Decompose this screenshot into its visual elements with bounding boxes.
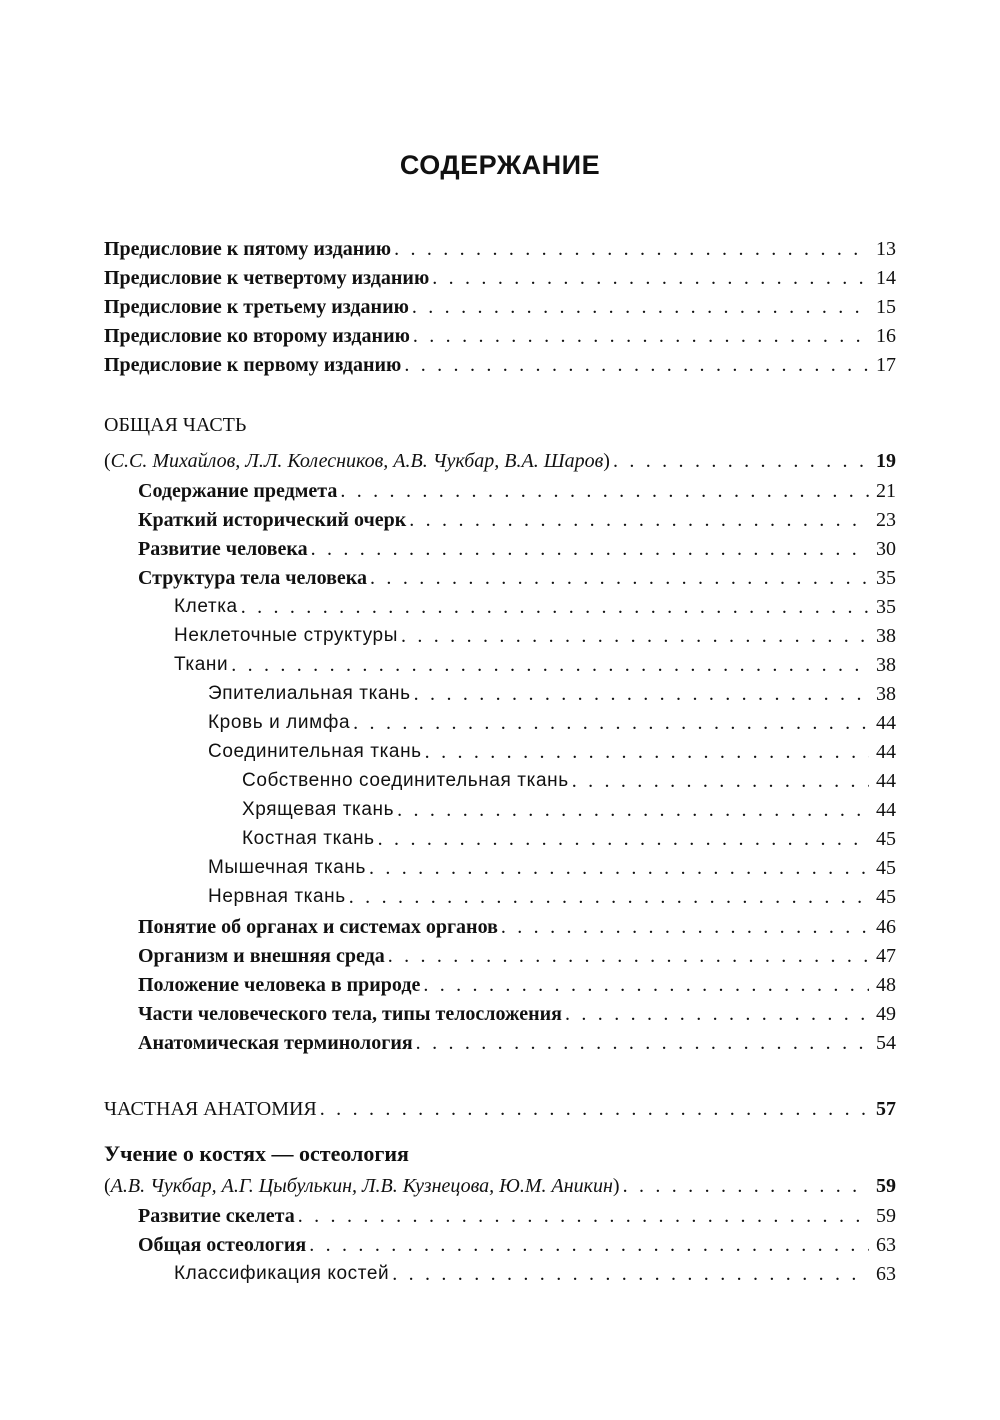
toc-entry-preface-5[interactable] xyxy=(104,233,896,262)
toc-entry-title: Соединительная ткань xyxy=(208,741,422,762)
toc-entry-page: 14 xyxy=(876,267,896,289)
toc-entry-page: 59 xyxy=(876,1175,896,1197)
toc-entry[interactable] xyxy=(138,998,896,1027)
toc-entry-title: Эпителиальная ткань xyxy=(208,683,411,704)
leader-dots xyxy=(378,826,869,852)
toc-entry[interactable] xyxy=(242,794,896,823)
toc-entry-page: 44 xyxy=(876,741,896,763)
toc-entry[interactable] xyxy=(208,678,896,707)
leader-dots xyxy=(404,352,869,378)
toc-entry-page: 49 xyxy=(876,1003,896,1025)
leader-dots xyxy=(412,294,869,320)
toc-entry-title: Мышечная ткань xyxy=(208,857,366,878)
toc-entry-page: 17 xyxy=(876,354,896,376)
section-heading-special: ЧАСТНАЯ АНАТОМИЯ xyxy=(104,1098,317,1120)
toc-entry[interactable] xyxy=(174,620,896,649)
toc-entry-title: Предисловие ко второму изданию xyxy=(104,325,410,347)
toc-entry-title: Клетка xyxy=(174,596,238,617)
toc-entry[interactable] xyxy=(174,1258,896,1287)
toc-entry[interactable] xyxy=(138,475,896,504)
leader-dots xyxy=(298,1203,869,1229)
toc-entry-page: 63 xyxy=(876,1234,896,1256)
toc-entry-title: Развитие человека xyxy=(138,538,308,560)
toc-entry-page: 38 xyxy=(876,625,896,647)
toc-entry-page: 46 xyxy=(876,916,896,938)
toc-entry[interactable] xyxy=(138,1229,896,1258)
toc-entry-page: 35 xyxy=(876,596,896,618)
toc-entry-page: 13 xyxy=(876,238,896,260)
toc-entry-page: 47 xyxy=(876,945,896,967)
toc-entry-title: Предисловие к четвертому изданию xyxy=(104,267,430,289)
leader-dots xyxy=(613,448,869,474)
toc-entry-page: 21 xyxy=(876,480,896,502)
authors-line: (А.В. Чукбар, А.Г. Цыбулькин, Л.В. Кузнецова, Ю.М. Аникин) xyxy=(104,1175,620,1197)
toc-entry-title: Общая остеология xyxy=(138,1234,307,1256)
leader-dots xyxy=(565,1001,869,1027)
toc-entry[interactable] xyxy=(138,504,896,533)
toc-entry-page: 38 xyxy=(876,683,896,705)
toc-entry-page: 23 xyxy=(876,509,896,531)
leader-dots xyxy=(425,739,869,765)
toc-entry-page: 35 xyxy=(876,567,896,589)
leader-dots xyxy=(231,652,869,678)
leader-dots xyxy=(353,710,869,736)
toc-entry-special-anatomy[interactable] xyxy=(104,1093,896,1122)
toc-entry-title: Неклеточные структуры xyxy=(174,625,398,646)
leader-dots xyxy=(409,507,869,533)
toc-entry-page: 15 xyxy=(876,296,896,318)
toc-entry-page: 44 xyxy=(876,799,896,821)
toc-entry-title: Классификация костей xyxy=(174,1263,390,1284)
leader-dots xyxy=(401,623,869,649)
toc-entry-title: Развитие скелета xyxy=(138,1205,295,1227)
toc-entry-title: Части человеческого тела, типы телосложения xyxy=(138,1003,562,1025)
page-title: СОДЕРЖАНИЕ xyxy=(399,150,601,180)
toc-entry[interactable] xyxy=(174,649,896,678)
authors-names: А.В. Чукбар, А.Г. Цыбулькин, Л.В. Кузнецова, Ю.М. Аникин xyxy=(110,1175,613,1197)
toc-entry-page: 16 xyxy=(876,325,896,347)
toc-entry-preface-4[interactable] xyxy=(104,262,896,291)
toc-entry-title: Хрящевая ткань xyxy=(242,799,395,820)
toc-entry[interactable] xyxy=(208,736,896,765)
toc-entry[interactable] xyxy=(174,591,896,620)
toc-entry[interactable] xyxy=(208,707,896,736)
toc-entry-page: 44 xyxy=(876,770,896,792)
leader-dots xyxy=(501,914,869,940)
toc-entry-preface-3[interactable] xyxy=(104,291,896,320)
toc-entry-page: 45 xyxy=(876,857,896,879)
toc-entry[interactable] xyxy=(138,911,896,940)
leader-dots xyxy=(413,323,869,349)
toc-entry-page: 48 xyxy=(876,974,896,996)
toc-entry-page: 45 xyxy=(876,886,896,908)
toc-entry-general-authors[interactable] xyxy=(104,445,896,474)
toc-entry-preface-2[interactable] xyxy=(104,320,896,349)
leader-dots xyxy=(309,1232,869,1258)
toc-entry[interactable] xyxy=(138,1027,896,1056)
toc-entry-title: Костная ткань xyxy=(242,828,375,849)
toc-entry-title: Содержание предмета xyxy=(138,480,338,502)
toc-entry-page: 57 xyxy=(876,1098,896,1120)
leader-dots xyxy=(572,768,869,794)
toc-entry[interactable] xyxy=(138,940,896,969)
toc-entry-page: 30 xyxy=(876,538,896,560)
toc-entry[interactable] xyxy=(242,823,896,852)
leader-dots xyxy=(623,1173,869,1199)
toc-entry-page: 59 xyxy=(876,1205,896,1227)
toc-entry-title: Нервная ткань xyxy=(208,886,346,907)
toc-entry[interactable] xyxy=(208,852,896,881)
toc-entry-page: 44 xyxy=(876,712,896,734)
leader-dots xyxy=(349,884,869,910)
toc-entry-title: Понятие об органах и системах органов xyxy=(138,916,498,938)
section-heading-osteology[interactable]: Учение о костях — остеология xyxy=(104,1141,409,1166)
toc-entry-osteology-authors[interactable] xyxy=(104,1170,896,1199)
leader-dots xyxy=(340,478,869,504)
toc-entry-page: 63 xyxy=(876,1263,896,1285)
toc-entry-title: Предисловие к пятому изданию xyxy=(104,238,392,260)
leader-dots xyxy=(416,1030,869,1056)
leader-dots xyxy=(432,265,869,291)
toc-entry-title: Организм и внешняя среда xyxy=(138,945,385,967)
toc-entry-title: Структура тела человека xyxy=(138,567,368,589)
toc-entry-page: 54 xyxy=(876,1032,896,1054)
leader-dots xyxy=(369,855,869,881)
leader-dots xyxy=(423,972,869,998)
toc-entry-preface-1[interactable] xyxy=(104,349,896,378)
section-heading-general[interactable]: ОБЩАЯ ЧАСТЬ xyxy=(104,414,247,436)
toc-entry[interactable] xyxy=(138,562,896,591)
toc-entry-title: Краткий исторический очерк xyxy=(138,509,407,531)
authors-names: С.С. Михайлов, Л.Л. Колесников, А.В. Чукбар, В.А. Шаров xyxy=(110,450,604,472)
leader-dots xyxy=(241,594,869,620)
toc-entry-title: Анатомическая терминология xyxy=(138,1032,413,1054)
leader-dots xyxy=(320,1096,869,1122)
toc-entry-title: Кровь и лимфа xyxy=(208,712,351,733)
toc-entry-title: Предисловие к первому изданию xyxy=(104,354,402,376)
authors-line: (С.С. Михайлов, Л.Л. Колесников, А.В. Чукбар, В.А. Шаров) xyxy=(104,450,610,472)
toc-entry-title: Ткани xyxy=(174,654,229,675)
toc-entry-title: Собственно соединительная ткань xyxy=(242,770,569,791)
toc-entry-page: 45 xyxy=(876,828,896,850)
toc-entry-page: 38 xyxy=(876,654,896,676)
toc-entry[interactable] xyxy=(138,1200,896,1229)
leader-dots xyxy=(388,943,869,969)
toc-entry-title: Положение человека в природе xyxy=(138,974,421,996)
leader-dots xyxy=(397,797,869,823)
leader-dots xyxy=(311,536,869,562)
toc-entry[interactable] xyxy=(242,765,896,794)
toc-entry-page: 19 xyxy=(876,450,896,472)
toc-entry[interactable] xyxy=(138,533,896,562)
toc-entry[interactable] xyxy=(208,881,896,910)
leader-dots xyxy=(370,565,869,591)
toc-entry[interactable] xyxy=(138,969,896,998)
leader-dots xyxy=(414,681,869,707)
leader-dots xyxy=(392,1261,869,1287)
leader-dots xyxy=(394,236,869,262)
toc-entry-title: Предисловие к третьему изданию xyxy=(104,296,409,318)
